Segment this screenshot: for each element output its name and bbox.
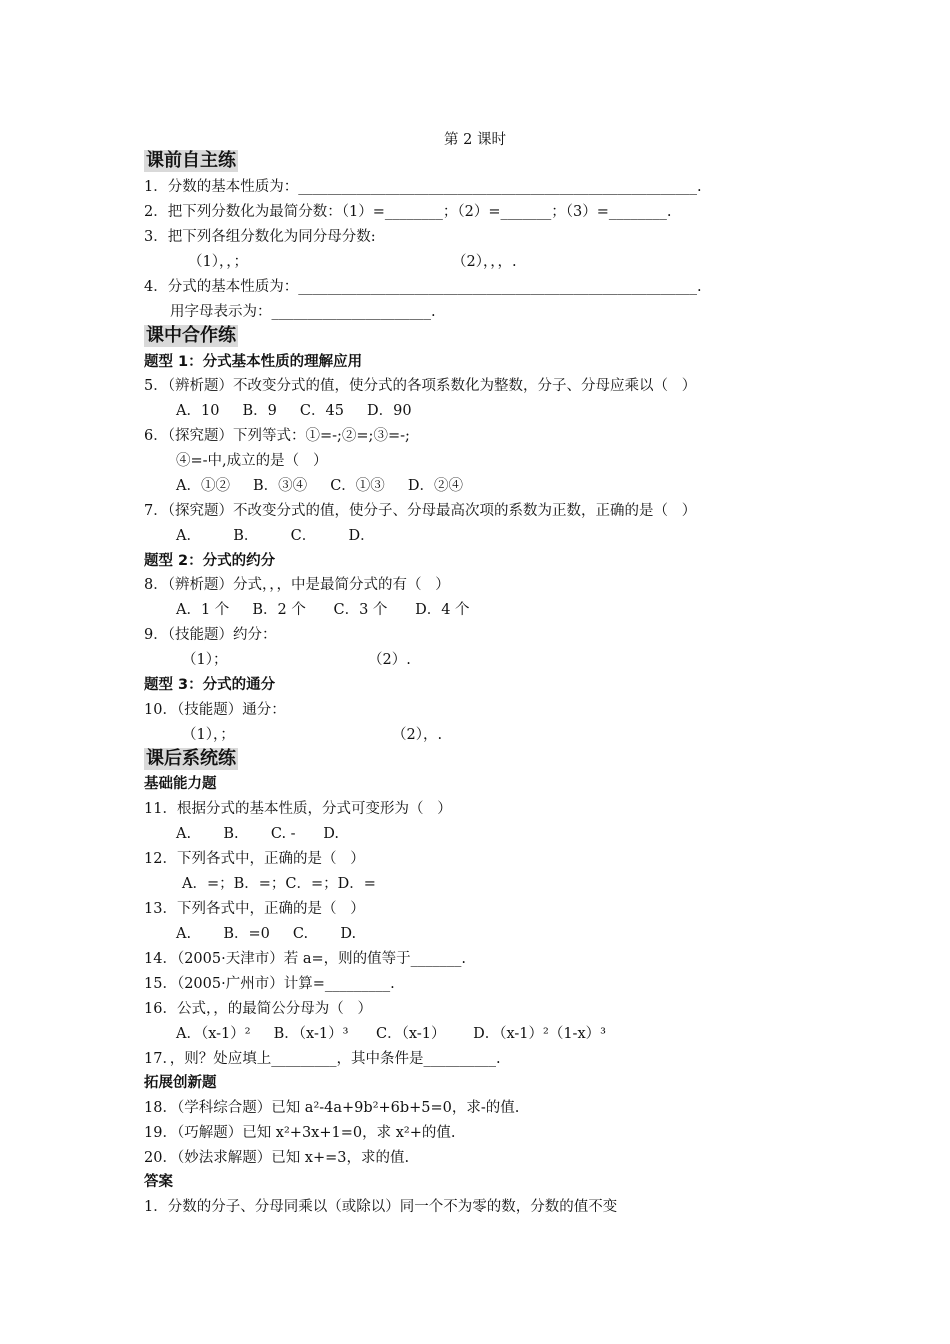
question-11-options: A. B. C. - D.	[176, 826, 339, 842]
question-5: 5．（辨析题）不改变分式的值，使分式的各项系数化为整数，分子、分母应乘以（ ）	[144, 378, 697, 394]
question-20: 20．（妙法求解题）已知 x+=3，求的值.	[144, 1150, 410, 1166]
question-1: 1．分数的基本性质为：_______________________________________________________.	[144, 179, 702, 195]
section-heading-in-class: 课中合作练	[146, 325, 236, 346]
question-5-options: A．10 B．9 C．45 D．90	[176, 403, 412, 419]
subheading-basic: 基础能力题	[144, 776, 217, 792]
subheading-type-3: 题型 3：分式的通分	[144, 677, 276, 693]
subheading-extension: 拓展创新题	[144, 1075, 217, 1091]
question-9: 9．（技能题）约分：	[144, 627, 277, 643]
question-15: 15．（2005·广州市）计算=_________.	[144, 976, 395, 992]
question-7-options: A． B． C． D．	[176, 528, 375, 544]
question-3: 3．把下列各组分数化为同分母分数:	[144, 229, 376, 245]
section-heading-after-class: 课后系统练	[146, 748, 236, 769]
subheading-answers: 答案	[144, 1174, 173, 1190]
question-10-part-2: （2），.	[392, 727, 443, 743]
answer-1: 1．分数的分子、分母同乘以（或除以）同一个不为零的数，分数的值不变	[144, 1199, 618, 1215]
question-9-part-2: （2）.	[368, 652, 411, 668]
lesson-title: 第 2 课时	[444, 132, 506, 148]
question-13-options: A. B．=0 C. D.	[176, 926, 357, 942]
question-13: 13．下列各式中，正确的是（ ）	[144, 901, 365, 917]
question-10: 10．（技能题）通分：	[144, 702, 286, 718]
question-19: 19．（巧解题）已知 x²+3x+1=0，求 x²+的值.	[144, 1125, 456, 1141]
subheading-type-2: 题型 2：分式的约分	[144, 553, 276, 569]
question-3-part-2: （2），，，.	[452, 254, 517, 270]
question-14: 14．（2005·天津市）若 a=，则的值等于_______.	[144, 951, 466, 967]
question-8: 8．（辨析题）分式，，，中是最简分式的有（ ）	[144, 577, 450, 593]
question-3-part-1: （1），，；	[188, 254, 248, 270]
question-6-cont: ④=-中,成立的是（ ）	[176, 453, 328, 469]
subheading-type-1: 题型 1：分式基本性质的理解应用	[144, 354, 363, 370]
question-4: 4．分式的基本性质为：_______________________________________________________.	[144, 279, 702, 295]
question-18: 18．（学科综合题）已知 a²-4a+9b²+6b+5=0，求-的值.	[144, 1100, 520, 1116]
section-heading-pre-class: 课前自主练	[146, 150, 236, 171]
question-6-options: A．①② B．③④ C．①③ D．②④	[176, 478, 463, 494]
question-9-part-1: （1）；	[182, 652, 228, 668]
question-12: 12．下列各式中，正确的是（ ）	[144, 851, 365, 867]
question-16-options: A．（x-1）² B．（x-1）³ C．（x-1） D．（x-1）²（1-x）³	[176, 1026, 606, 1042]
question-10-part-1: （1），；	[182, 727, 235, 743]
question-17: 17．，则？处应填上_________，其中条件是__________.	[144, 1051, 501, 1067]
question-8-options: A．1 个 B．2 个 C．3 个 D．4 个	[176, 602, 470, 618]
question-11: 11．根据分式的基本性质，分式可变形为（ ）	[144, 801, 452, 817]
question-16: 16．公式，，的最简公分母为（ ）	[144, 1001, 373, 1017]
question-2: 2．把下列分数化为最简分数：（1）=________；（2）=_______；（3）=________.	[144, 204, 672, 220]
question-7: 7．（探究题）不改变分式的值，使分子、分母最高次项的系数为正数，正确的是（ ）	[144, 503, 697, 519]
question-4-letters: 用字母表示为：______________________.	[170, 304, 436, 320]
question-12-options: A．=；B．=；C．=；D．=	[182, 876, 376, 892]
question-6: 6．（探究题）下列等式：①=-;②=;③=-;	[144, 428, 410, 444]
